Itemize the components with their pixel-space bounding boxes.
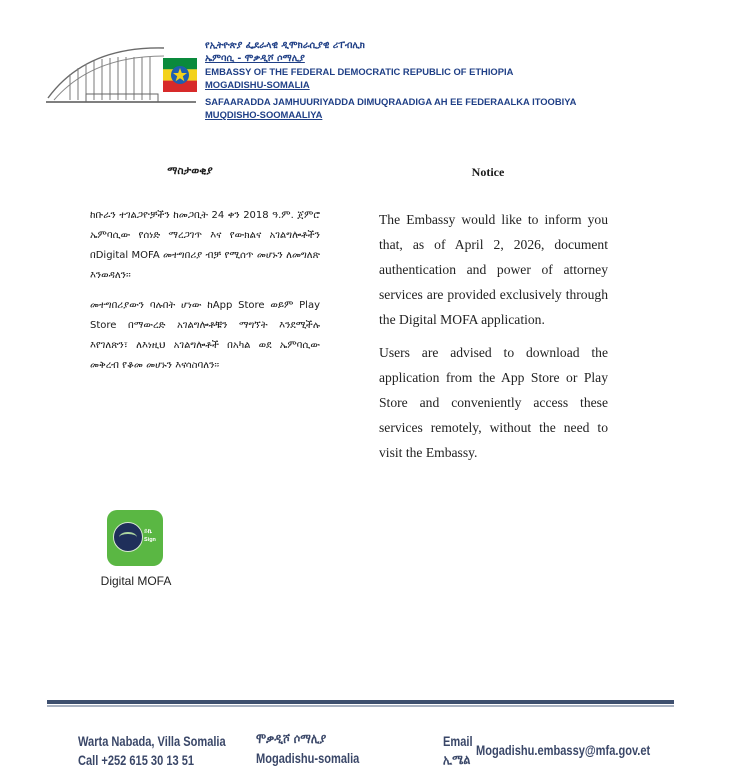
letterhead-amharic-embassy: ኤምባሲ - ሞቃዲሾ ሶማሊያ (205, 53, 305, 64)
app-icon-text-top: ይኬ (144, 528, 152, 535)
footer-divider (47, 700, 674, 704)
ethiopia-flag-emblem (163, 58, 197, 92)
english-notice-body (379, 207, 608, 473)
footer-address (78, 732, 226, 770)
footer-email-labels (443, 732, 473, 770)
letterhead-english-city: MOGADISHU-SOMALIA (205, 79, 310, 90)
digital-mofa-app-icon[interactable] (107, 510, 163, 566)
footer-address-line: Warta Nabada, Villa Somalia (78, 734, 226, 749)
footer-city-latin: Mogadishu-somalia (256, 751, 360, 766)
amharic-paragraph: ከቡራን ተገልጋዮቻችን ከመጋቢት 24 ቀን 2018 ዓ.ም. ጀምሮ ኤምባሲው የሰነድ ማረጋገጥ እና የውክልና አገልግሎቶችን በDigital MOFA መተግበሪያ ብቻ የሚሰጥ መሆኑን ለመግለጽ እንወዳለን፡፡ (90, 210, 320, 281)
footer-email-label: Email (443, 734, 473, 749)
english-notice-heading: Notice (471, 165, 505, 179)
footer-phone: Call +252 615 30 13 51 (78, 753, 195, 768)
letterhead-somali-city: MUQDISHO-SOOMAALIYA (205, 109, 323, 120)
footer-email-label-amharic: ኢሜል (443, 752, 471, 768)
letterhead-english-name: EMBASSY OF THE FEDERAL DEMOCRATIC REPUBLIC OF ETHIOPIA (205, 66, 514, 77)
app-name-label: Digital MOFA (100, 574, 172, 588)
amharic-notice-body (90, 206, 320, 386)
footer-divider-shadow (47, 705, 674, 707)
footer-city (256, 730, 359, 768)
letterhead-somali-name: SAFAARADDA JAMHUURIYADDA DIMUQRAADIGA AH EE FEDERAALKA ITOOBIYA (205, 96, 577, 107)
english-paragraph: Users are advised to download the application from the App Store or Play Store and conveniently access these services remotely, without the need to visit the Embassy. (379, 345, 608, 460)
app-logo-arc (119, 532, 137, 543)
english-paragraph: The Embassy would like to inform you that, as of April 2, 2026, document authentication and power of attorney services are provided exclusively through the Digital MOFA application. (379, 212, 608, 327)
letterhead-text (205, 39, 705, 121)
app-icon-text-bottom: Sign (144, 537, 156, 543)
footer-city-amharic: ሞቃዲሾ ሶማሊያ (256, 731, 327, 747)
footer-email-address[interactable]: Mogadishu.embassy@mfa.gov.et (476, 743, 651, 758)
amharic-paragraph: መተግበሪያውን ባሉበት ሆነው ከApp Store ወይም Play Store በማውረድ አገልግሎቶቹን ማግኘት እንደሚችሉ እየገለጽን፣ ለእነዚህ አገልግሎቶች በአካል ወደ ኤምባሲው መቅረብ የቆመ መሆኑን እናሳስባለን፡፡ (90, 300, 320, 371)
amharic-notice-heading: ማስታወቂያ (167, 165, 213, 177)
app-logo-disc (113, 522, 143, 552)
letterhead-amharic-name: የኢትዮጵያ ፌደራላዊ ዲሞክራሲያዊ ሪፐብሊክ (205, 40, 365, 51)
